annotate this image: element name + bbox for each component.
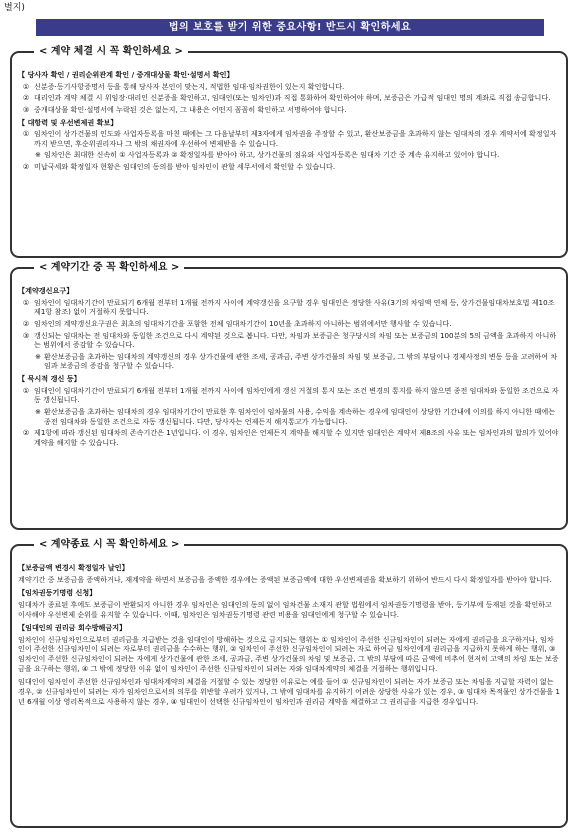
numbered-item [18,298,560,317]
section-body [18,560,560,710]
subsection-heading: 【임대인의 권리금 회수방해금지】 [18,623,127,633]
item-text: 임차인의 계약갱신요구권은 최초의 임대차기간을 포함한 전체 임대차기간이 10년을 초과하지 아니하는 범위에서만 행사할 수 있습니다. [34,318,452,328]
subsection-heading: 【 대항력 및 우선변제권 확보】 [18,117,118,127]
subsection-heading: 【보증금액 변경시 확정일자 날인】 [18,563,129,572]
numbered-item [18,386,560,405]
item-text: 갱신되는 임대차는 전 임대차와 동일한 조건으로 다시 계약된 것으로 봅니다. 다만, 차임과 보증금은 청구당시의 차임 또는 보증금의 100분의 5의 금액을 초과하지 아니하는 범위에서 증감할 수 있습니다. [34,330,557,350]
section-body [18,283,560,450]
section-contract-period [10,262,568,530]
subsection-heading: 【 당사자 확인 / 권리순위관계 확인 / 중개대상물 확인·설명서 확인】 [18,70,234,79]
numbered-item [18,129,560,148]
note-mark: ※ [35,351,41,361]
item-number: ② [22,162,30,172]
item-number: ③ [22,330,30,340]
numbered-item [18,331,560,350]
paragraph: 임대인이 임차인이 주선한 신규임차인과 임대차계약의 체결을 거절할 수 있는 정당한 이유로는 예를 들어 ① 신규임차인이 되려는 자가 보증금 또는 차임을 지급할 자력이 없는 경우, ② 신규임차인이 되려는 자가 임차인으로서의 의무를 위반할 우려가 있거나, 그 밖에 임대차를 유지하기 어려운 상당한 사유가 있는 경우, ③ 임대차 목적물인 상가건물을 1년 6개월 이상 영리목적으로 사용하지 않는 경우, ④ 임대인이 선택한 신규임차인이 임차인과 권리금 계약을 체결하고 그 권리금을 지급한 경우입니다. [18,677,560,706]
numbered-item [18,82,560,92]
item-text: 신분증·등기사항증명서 등을 통해 당사자 본인이 맞는지, 적법한 임대·임차권한이 있는지 확인합니다. [34,81,345,91]
note-text: 환산보증금을 초과하는 임대차의 계약갱신의 경우 상가건물에 관한 조세, 공과금, 주변 상가건물의 차임 및 보증금, 그 밖의 부담이나 경제사정의 변동 등을 고려하여 차임과 보증금의 증감을 청구할 수 있습니다. [44,351,558,371]
numbered-item [18,428,560,447]
item-text: 대리인과 계약 체결 시 위임장·대리인 신분증을 확인하고, 임대인(또는 임차인)과 직접 통화하여 확인하여야 하며, 보증금은 가급적 임대인 명의 계좌로 직접 송금합니다. [34,93,551,103]
note-item [32,352,560,371]
note-text: 환산보증금을 초과하는 임대차의 경우 임대차기간이 만료한 후 임차인이 임차물의 사용, 수익을 계속하는 경우에 임대인이 상당한 기간내에 이의를 하지 아니한 때에는 종전 임대차와 동일한 조건으로 자동 갱신됩니다. 다만, 당사자는 언제든지 해지통고가 가능합니다. [44,407,556,426]
section-contract-signing [10,46,568,258]
item-text: 임차인이 상가건물의 인도와 사업자등록을 마친 때에는 그 다음날부터 제3자에게 임차권을 주장할 수 있고, 환산보증금을 초과하지 않는 임대차의 경우 계약서에 확정일자까지 받으면, 후순위권리자나 그 밖의 채권자에 우선하여 변제받을 수 있습니다. [34,129,557,148]
note-text: 임차인은 최대한 신속히 ① 사업자등록과 ② 확정일자를 받아야 하고, 상가건물의 점유와 사업자등록은 임대차 기간 중 계속 유지하고 있어야 합니다. [44,150,500,160]
section-title: < 계약 체결 시 꼭 확인하세요 > [34,44,188,60]
section-contract-termination [10,539,568,828]
item-number: ② [22,318,30,328]
section-body [18,67,560,174]
item-text: 임대인이 임대차기간이 만료되기 6개월 전부터 1개월 전까지 사이에 임차인에게 갱신 거절의 통지 또는 조건 변경의 통지를 하지 않으면 종전 임대차와 동일한 조건으로 자동 갱신됩니다. [34,385,559,405]
warning-banner: 법의 보호를 받기 위한 중요사항! 반드시 확인하세요 [36,19,544,36]
item-number: ② [22,428,30,438]
item-number: ① [22,385,30,395]
numbered-item [18,319,560,329]
subsection-heading: 【임차권등기명령 신청】 [18,588,97,598]
numbered-item [18,105,560,115]
note-item [32,150,560,160]
numbered-item [18,162,560,172]
item-text: 제1항에 따라 갱신된 임대차의 존속기간은 1년입니다. 이 경우, 임차인은 언제든지 계약을 해지할 수 있지만 임대인은 계약서 제8조의 사유 또는 임차인과의 합의가 있어야 계약을 해지할 수 있습니다. [34,428,559,447]
section-title: < 계약기간 중 꼭 확인하세요 > [34,260,184,276]
section-title: < 계약종료 시 꼭 확인하세요 > [34,537,184,553]
item-number: ① [22,81,30,91]
paragraph: 계약기간 중 보증금을 증액하거나, 재계약을 하면서 보증금을 증액한 경우에는 증액된 보증금액에 대한 우선변제권을 확보하기 위하여 반드시 다시 확정일자를 받아야 합니다. [18,574,552,584]
item-number: ① [22,129,30,139]
note-item [32,407,560,426]
numbered-item [18,93,560,103]
paragraph: 임대차가 종료된 후에도 보증금이 반환되지 아니한 경우 임차인은 임대인의 동의 없이 임차건물 소재지 관할 법원에서 임차권등기명령을 받아, 등기부에 등재된 것을 확인하고 이사해야 우선변제 순위를 유지할 수 있습니다. 이때, 임차인은 임차권등기명령 관련 비용을 임대인에게 청구할 수 있습니다. [18,599,552,619]
subsection-heading: 【계약갱신요구】 [18,286,74,295]
item-number: ① [22,297,30,307]
item-text: 미납국세와 확정일자 현황은 임대인의 동의를 받아 임차인이 관할 세무서에서 확인할 수 있습니다. [34,162,336,172]
item-text: 중개대상물 확인·설명서에 누락된 것은 없는지, 그 내용은 어떤지 꼼꼼히 확인하고 서명하여야 합니다. [34,104,347,114]
paragraph: 임차인이 신규임차인으로부터 권리금을 지급받는 것을 임대인이 방해하는 것으로 금지되는 행위는 ① 임차인이 주선한 신규임차인이 되려는 자에게 권리금을 요구하거나, 임차인이 주선한 신규임차인이 되려는 자로부터 권리금을 수수하는 행위, ② 임차인이 주선한 신규임차인이 되려는 자로 하여금 임차인에게 권리금을 지급하지 못하게 하는 행위, ③ 임차인이 주선한 신규임차인이 되려는 자에게 상가건물에 관한 조세, 공과금, 주변 상가건물의 차임 및 보증금, 그 밖의 부담에 따른 금액에 비추어 현저히 고액의 차임 또는 보증금을 요구하는 행위, ④ 그 밖에 정당한 이유 없이 임차인이 주선한 신규임차인이 되려는 자와 임대차계약의 체결을 거절하는 행위입니다. [18,634,559,673]
item-number: ③ [22,104,30,114]
corner-label: 별지) [4,3,25,13]
note-mark: ※ [35,407,41,417]
note-mark: ※ [35,150,41,160]
subsection-heading: 【 묵시적 갱신 등】 [18,374,81,384]
item-text: 임차인이 임대차기간이 만료되기 6개월 전부터 1개월 전까지 사이에 계약갱신을 요구할 경우 임대인은 정당한 사유(3기의 차임액 연체 등, 상가건물임대차보호법 제10조제1항 참조) 없이 거절하지 못합니다. [34,297,555,317]
item-number: ② [22,93,30,103]
